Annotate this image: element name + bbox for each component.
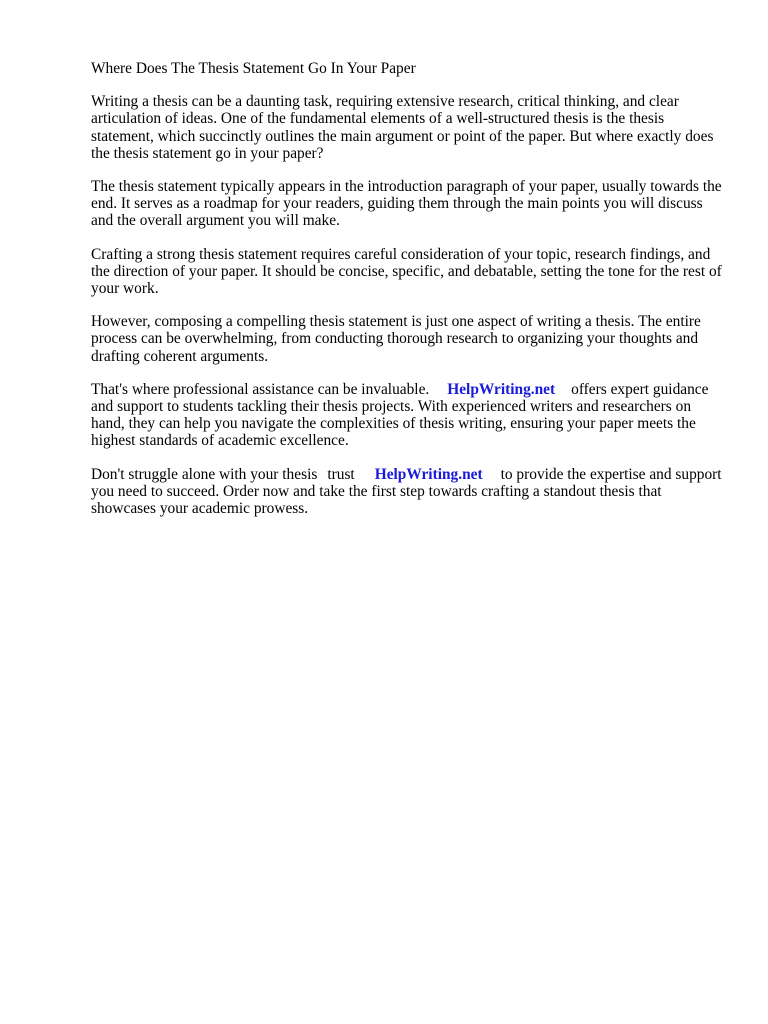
helpwriting-link-2[interactable]: HelpWriting.net: [374, 465, 483, 483]
promo-1-text-after: offers expert guidance and support to students tackling their thesis projects. With experienced writers and researchers on hand, they can help you navigate the complexities of thesis writing, ensuring your paper meets the highest standards of academic excellence.: [91, 380, 709, 450]
paragraph-promo-2: [91, 466, 727, 518]
paragraph-process: However, composing a compelling thesis statement is just one aspect of writing a thesis. The entire process can be overwhelming, from conducting thorough research to organizing your thoughts and drafting coherent arguments.: [91, 313, 701, 365]
helpwriting-link-1[interactable]: HelpWriting.net: [447, 380, 556, 398]
paragraph-crafting: Crafting a strong thesis statement requires careful consideration of your topic, research findings, and the direction of your paper. It should be concise, specific, and debatable, setting the tone for the rest of your work.: [91, 245, 722, 298]
promo-2-text-after: to provide the expertise and support you need to succeed. Order now and take the first step towards crafting a standout thesis that showcases your academic prowess.: [91, 465, 722, 518]
document-page: [91, 60, 727, 533]
promo-2-text-before: Don't struggle alone with your thesis: [91, 465, 318, 483]
paragraph-promo-1: [91, 381, 727, 450]
promo-1-text-before: That's where professional assistance can be invaluable.: [91, 380, 430, 398]
promo-2-text-trust: trust: [327, 465, 355, 483]
paragraph-intro: Writing a thesis can be a daunting task, requiring extensive research, critical thinking, and clear articulation of ideas. One of the fundamental elements of a well-structured thesis is the thesis statement, which succinctly outlines the main argument or point of the paper. But where exactly does the thesis statement go in your paper?: [91, 93, 714, 162]
document-title: Where Does The Thesis Statement Go In Your Paper: [91, 60, 416, 77]
paragraph-placement: The thesis statement typically appears in the introduction paragraph of your paper, usually towards the end. It serves as a roadmap for your readers, guiding them through the main points you will discuss and the overall argument you will make.: [91, 178, 722, 230]
